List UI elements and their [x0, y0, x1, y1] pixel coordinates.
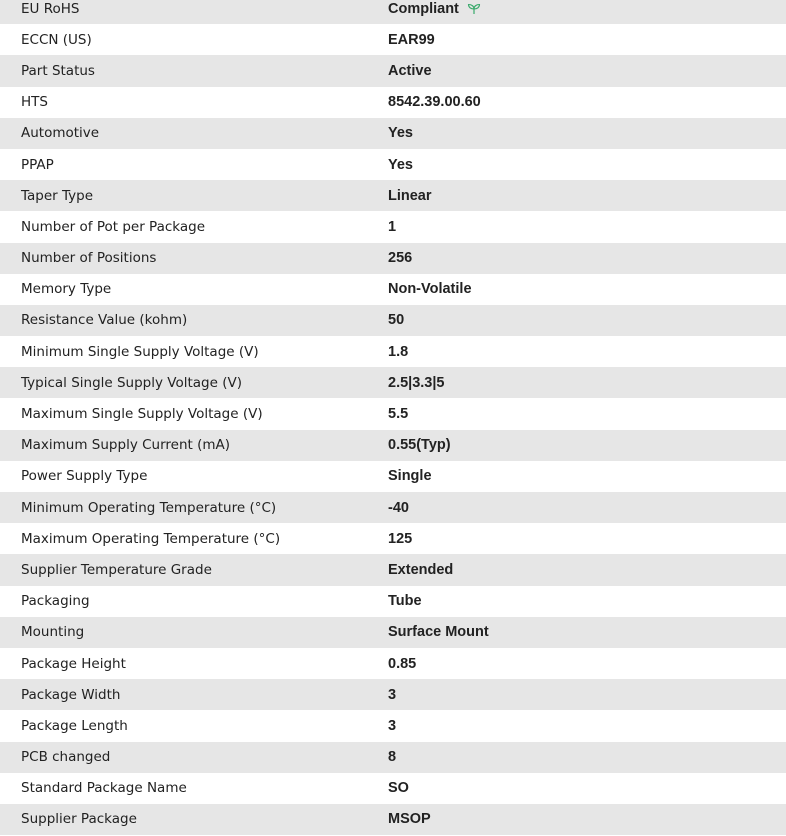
- spec-row-part-status: [0, 55, 786, 86]
- spec-value: 50: [388, 312, 405, 329]
- spec-label: HTS: [21, 94, 48, 111]
- spec-row-standard-package-name: [0, 773, 786, 804]
- spec-value: 8542.39.00.60: [388, 94, 481, 111]
- spec-row-package-length: [0, 710, 786, 741]
- spec-row-eccn: [0, 24, 786, 55]
- spec-label: Resistance Value (kohm): [21, 312, 188, 329]
- spec-value: 3: [388, 686, 397, 703]
- spec-label: Power Supply Type: [21, 468, 148, 485]
- spec-label: EU RoHS: [21, 0, 80, 17]
- spec-row-power-supply-type: [0, 461, 786, 492]
- spec-row-automotive: [0, 118, 786, 149]
- spec-label: Number of Pot per Package: [21, 218, 206, 235]
- spec-value: Single: [388, 468, 432, 485]
- spec-value: Tube: [388, 593, 422, 610]
- spec-label: Taper Type: [21, 187, 94, 204]
- spec-value: 1.8: [388, 343, 409, 360]
- spec-label: ECCN (US): [21, 31, 92, 48]
- spec-label: Maximum Supply Current (mA): [21, 437, 231, 454]
- spec-value: MSOP: [388, 811, 431, 828]
- spec-row-max-supply-current: [0, 430, 786, 461]
- spec-row-packaging: [0, 586, 786, 617]
- spec-value: Extended: [388, 561, 454, 578]
- spec-label: Supplier Temperature Grade: [21, 561, 212, 578]
- spec-row-positions: [0, 243, 786, 274]
- spec-label: Memory Type: [21, 281, 112, 298]
- spec-value-cell: [388, 1, 786, 17]
- spec-row-supplier-package: [0, 804, 786, 835]
- spec-row-eu-rohs: [0, 0, 786, 24]
- spec-value: Yes: [388, 125, 413, 142]
- spec-row-pcb-changed: [0, 742, 786, 773]
- spec-value: 2.5|3.3|5: [388, 374, 445, 391]
- spec-value: Yes: [388, 156, 413, 173]
- spec-label: Minimum Operating Temperature (°C): [21, 499, 277, 516]
- spec-label: Packaging: [21, 593, 90, 610]
- spec-row-taper-type: [0, 180, 786, 211]
- spec-value: Active: [388, 62, 432, 79]
- spec-value: SO: [388, 780, 409, 797]
- spec-label: Package Length: [21, 717, 128, 734]
- spec-label: Maximum Single Supply Voltage (V): [21, 406, 263, 423]
- spec-value: 3: [388, 717, 397, 734]
- spec-value: Linear: [388, 187, 432, 204]
- spec-value: 5.5: [388, 406, 409, 423]
- spec-row-typ-supply-voltage: [0, 367, 786, 398]
- spec-row-ppap: [0, 149, 786, 180]
- spec-row-min-operating-temp: [0, 492, 786, 523]
- spec-row-package-width: [0, 679, 786, 710]
- spec-row-min-supply-voltage: [0, 336, 786, 367]
- spec-label: Mounting: [21, 624, 85, 641]
- leaf-icon: [467, 3, 481, 15]
- spec-label: Package Height: [21, 655, 126, 672]
- spec-label: Automotive: [21, 125, 100, 142]
- spec-label: Minimum Single Supply Voltage (V): [21, 343, 259, 360]
- spec-label: Typical Single Supply Voltage (V): [21, 374, 242, 391]
- spec-label: Part Status: [21, 62, 95, 79]
- spec-value: Non-Volatile: [388, 281, 472, 298]
- spec-row-memory-type: [0, 274, 786, 305]
- spec-value: 1: [388, 218, 397, 235]
- spec-row-package-height: [0, 648, 786, 679]
- spec-label: Package Width: [21, 686, 121, 703]
- spec-row-temperature-grade: [0, 554, 786, 585]
- spec-row-max-supply-voltage: [0, 398, 786, 429]
- spec-value: 8: [388, 749, 397, 766]
- spec-label: Supplier Package: [21, 811, 137, 828]
- spec-label: Standard Package Name: [21, 780, 187, 797]
- spec-label: Number of Positions: [21, 250, 157, 267]
- spec-label: PCB changed: [21, 749, 111, 766]
- spec-row-mounting: [0, 617, 786, 648]
- spec-value: EAR99: [388, 31, 435, 48]
- spec-value: Surface Mount: [388, 624, 489, 641]
- spec-row-pot-per-package: [0, 211, 786, 242]
- spec-value: 0.55(Typ): [388, 437, 451, 454]
- spec-row-hts: [0, 87, 786, 118]
- spec-value: 0.85: [388, 655, 417, 672]
- spec-value: -40: [388, 499, 409, 516]
- spec-label: PPAP: [21, 156, 54, 173]
- spec-label: Maximum Operating Temperature (°C): [21, 530, 281, 547]
- spec-row-max-operating-temp: [0, 523, 786, 554]
- spec-row-resistance: [0, 305, 786, 336]
- spec-value: 256: [388, 250, 413, 267]
- spec-value: Compliant: [388, 0, 459, 17]
- spec-value: 125: [388, 530, 413, 547]
